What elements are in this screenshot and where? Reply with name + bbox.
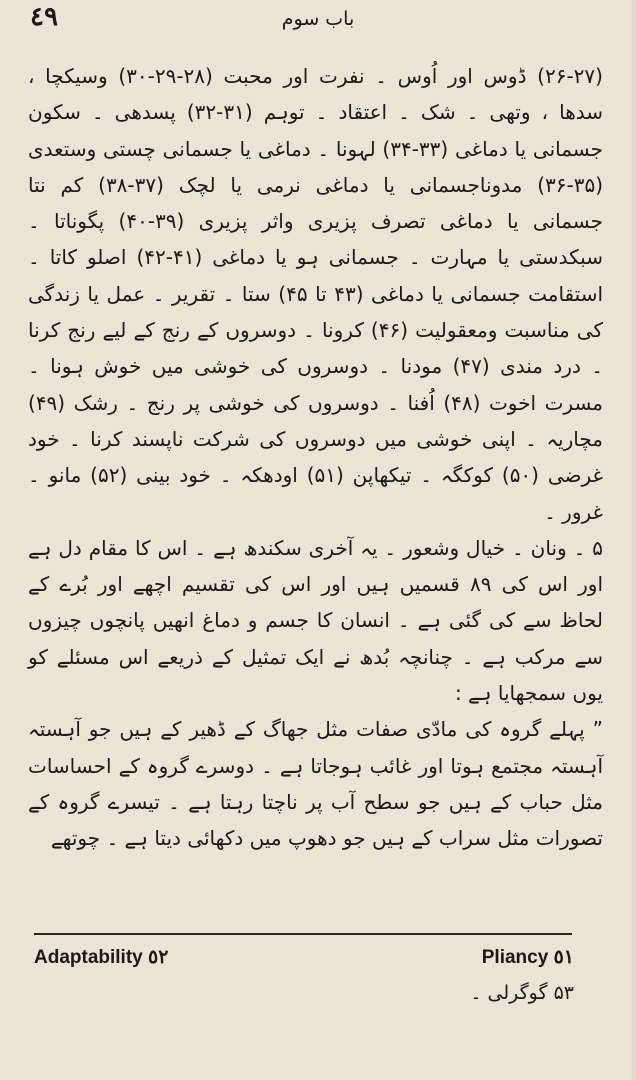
footnote-divider: [34, 933, 572, 935]
page-number: ٤٩: [30, 2, 58, 32]
paragraph-1: (۲۶-۲۷) ڈوس اور اُوس ۔ نفرت اور محبت (۲۸-۲۹-۳۰) وسیکچا ، سدھا ، وتھی ۔ شک ۔ اعتقاد ۔ توہم (۳۱-۳۲) پسدھی ۔ سکون جسمانی یا دماغی (۳۳-۳۴) لہونا ۔ دماغی یا جسمانی چستی وستعدی (۳۵-۳۶) مدوناجسمانی یا دماغی نرمی یا لچک (۳۷-۳۸) کم نتا جسمانی یا دماغی تصرف پزیری واثر پزیری (۳۹-۴۰) پگوناتا ۔ سبکدستی یا مہارت ۔ جسمانی ہو یا دماغی (۴۱-۴۲) اصلو کاتا ۔ استقامت جسمانی یا دماغی (۴۳ تا ۴۵) ستا ۔ تقریر ۔ عمل یا زندگی کی مناسبت ومعقولیت (۴۶) کرونا ۔ دوسروں کے رنج کے لیے رنج کرنا ۔ درد مندی (۴۷) مودنا ۔ دوسروں کی خوشی میں خوش ہونا ۔ مسرت اخوت (۴۸) اُفنا ۔ دوسروں کی خوشی پر رنج ۔ رشک (۴۹) مچاریہ ۔ اپنی خوشی میں دوسروں کی شرکت ناپسند کرنا ۔ خود غرضی (۵۰) کوکگہ ۔ تیکھاپن (۵۱) اودھکہ ۔ خود بینی (۵۲) مانو ۔ غرور ۔: [28, 64, 604, 524]
page-edge-shadow: [628, 0, 636, 1080]
paragraph-3-quote: ” پہلے گروہ کی مادّی صفات مثل جھاگ کے ڈھیر کے ہیں جو آہستہ آہستہ مجتمع ہوتا اور غائب ہوجاتا ہے ۔ دوسرے گروہ کے احساسات مثل حباب کے ہیں جو سطح آب پر ناچتا رہتا ہے ۔ تیسرے گروہ کے تصورات مثل سراب کے ہیں جو دھوپ میں دکھائی دیتا ہے ۔ چوتھے: [28, 717, 603, 851]
running-head: باب سوم: [281, 8, 355, 30]
footnote-urdu: ۵۳ گوگرلی ۔: [470, 982, 574, 1004]
footnote-pliancy: Pliancy ٥١: [481, 947, 574, 968]
main-text: [28, 58, 603, 857]
paragraph-2: ۵ ۔ ونان ۔ خیال وشعور ۔ یہ آخری سکندھ ہے ۔ اس کا مقام دل ہے اور اس کی ۸۹ قسمیں ہیں اور اس کی تقسیم اچھے اور بُرے کے لحاظ سے کی گئی ہے ۔ انسان کا جسم و دماغ انھیں پانچوں چیزوں سے مرکب ہے ۔ چنانچہ بُدھ نے ایک تمثیل کے ذریعے اس مسئلے کو یوں سمجھایا ہے :: [28, 535, 603, 706]
footnote-row-1: [34, 940, 574, 980]
footnote-row-2: [34, 980, 574, 1020]
footnote-adaptability: Adaptability ٥٢: [34, 947, 169, 968]
footnotes: [34, 940, 574, 1020]
